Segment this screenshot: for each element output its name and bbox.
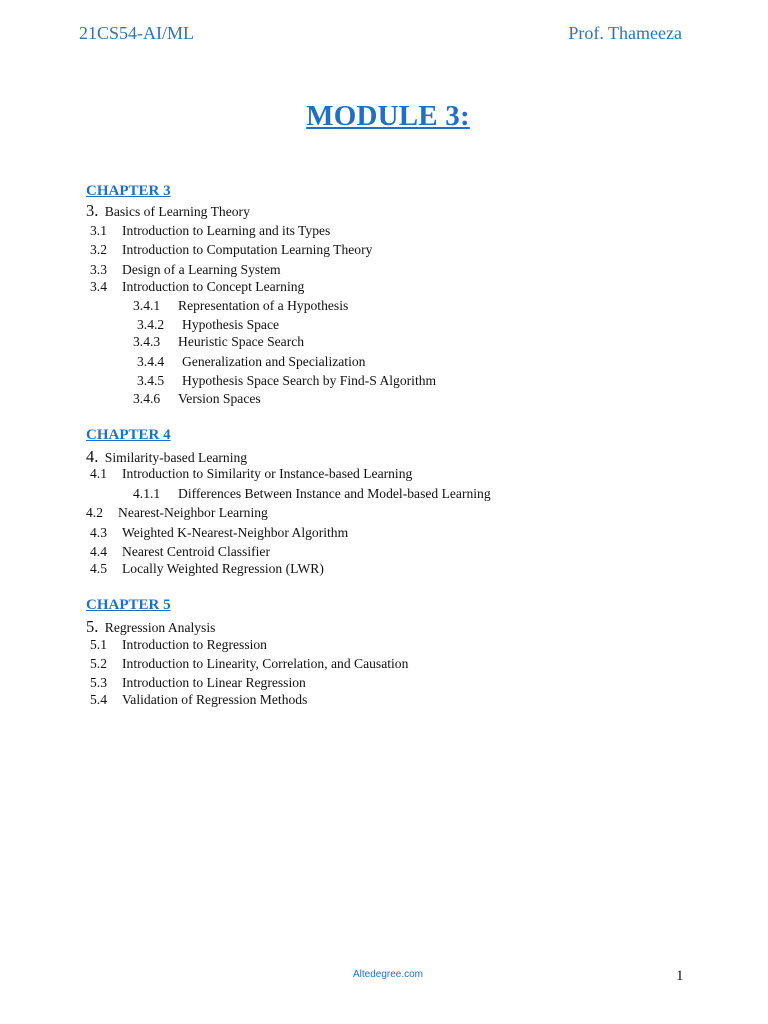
toc-subitem: [133, 485, 491, 502]
toc-num: 3.1: [90, 223, 107, 238]
toc-item: [90, 691, 307, 708]
chapter-number: 4.: [86, 447, 99, 466]
toc-num: 3.4.2: [137, 317, 165, 332]
toc-item: [90, 655, 408, 672]
chapter-name: Basics of Learning Theory: [104, 204, 250, 219]
chapter-5-title: [86, 618, 215, 636]
toc-num: 3.4.1: [133, 298, 161, 313]
toc-item: [90, 465, 412, 482]
chapter-number: 3.: [86, 201, 99, 220]
toc-text: Heuristic Space Search: [178, 334, 305, 349]
toc-text: Nearest Centroid Classifier: [122, 544, 270, 559]
page-number: 1: [676, 968, 684, 984]
toc-subitem: [133, 333, 304, 350]
footer-site-link[interactable]: Altedegree.com: [352, 969, 424, 980]
toc-text: Introduction to Linearity, Correlation, and Causation: [122, 656, 409, 671]
toc-num: 4.1.1: [133, 486, 161, 501]
toc-subitem: [133, 390, 261, 407]
toc-num: 4.2: [86, 505, 103, 520]
toc-subitem: [137, 353, 365, 370]
toc-num: 3.3: [90, 262, 107, 277]
toc-item: [90, 560, 324, 577]
header-course-code: 21CS54-AI/ML: [79, 23, 195, 43]
toc-num: 3.4.5: [137, 373, 165, 388]
toc-text: Weighted K-Nearest-Neighbor Algorithm: [122, 525, 349, 540]
toc-text: Nearest-Neighbor Learning: [118, 505, 268, 520]
toc-text: Differences Between Instance and Model-based Learning: [178, 486, 491, 501]
toc-subitem: [137, 316, 279, 333]
toc-subitem: [133, 297, 348, 314]
toc-text: Hypothesis Space Search by Find-S Algorithm: [182, 373, 437, 388]
toc-num: 3.2: [90, 242, 107, 257]
toc-text: Introduction to Linear Regression: [122, 675, 306, 690]
chapter-4-title: [86, 448, 247, 466]
toc-item: [90, 261, 281, 278]
toc-num: 5.4: [90, 692, 107, 707]
toc-num: 3.4.6: [133, 391, 161, 406]
toc-item: [90, 524, 348, 541]
toc-text: Version Spaces: [178, 391, 261, 406]
toc-text: Introduction to Learning and its Types: [122, 223, 331, 238]
toc-num: 3.4: [90, 279, 107, 294]
toc-text: Generalization and Specialization: [182, 354, 366, 369]
toc-text: Locally Weighted Regression (LWR): [122, 561, 324, 576]
toc-item: [90, 636, 267, 653]
toc-subitem: [137, 372, 436, 389]
toc-text: Introduction to Concept Learning: [122, 279, 305, 294]
chapter-number: 5.: [86, 617, 99, 636]
toc-num: 3.4.3: [133, 334, 161, 349]
toc-num: 3.4.4: [137, 354, 165, 369]
toc-text: Representation of a Hypothesis: [178, 298, 349, 313]
toc-item: [86, 504, 268, 521]
toc-text: Introduction to Regression: [122, 637, 267, 652]
chapter-5-heading[interactable]: CHAPTER 5: [86, 597, 171, 613]
toc-num: 4.1: [90, 466, 107, 481]
toc-num: 4.4: [90, 544, 107, 559]
toc-num: 5.1: [90, 637, 107, 652]
toc-item: [90, 222, 330, 239]
chapter-3-title: [86, 202, 250, 220]
toc-num: 4.5: [90, 561, 107, 576]
toc-num: 5.2: [90, 656, 107, 671]
toc-item: [90, 674, 306, 691]
toc-item: [90, 278, 304, 295]
toc-text: Hypothesis Space: [182, 317, 280, 332]
toc-item: [90, 241, 372, 258]
toc-num: 4.3: [90, 525, 107, 540]
toc-num: 5.3: [90, 675, 107, 690]
chapter-4-heading[interactable]: CHAPTER 4: [86, 427, 171, 443]
toc-item: [90, 543, 270, 560]
toc-text: Introduction to Computation Learning Theory: [122, 242, 373, 257]
toc-text: Introduction to Similarity or Instance-based Learning: [122, 466, 413, 481]
chapter-3-heading[interactable]: CHAPTER 3: [86, 183, 171, 199]
header-author: Prof. Thameeza: [568, 23, 682, 43]
toc-text: Validation of Regression Methods: [122, 692, 308, 707]
toc-text: Design of a Learning System: [122, 262, 281, 277]
module-title: MODULE 3:: [306, 100, 470, 132]
chapter-name: Regression Analysis: [104, 620, 216, 635]
chapter-name: Similarity-based Learning: [104, 450, 248, 465]
